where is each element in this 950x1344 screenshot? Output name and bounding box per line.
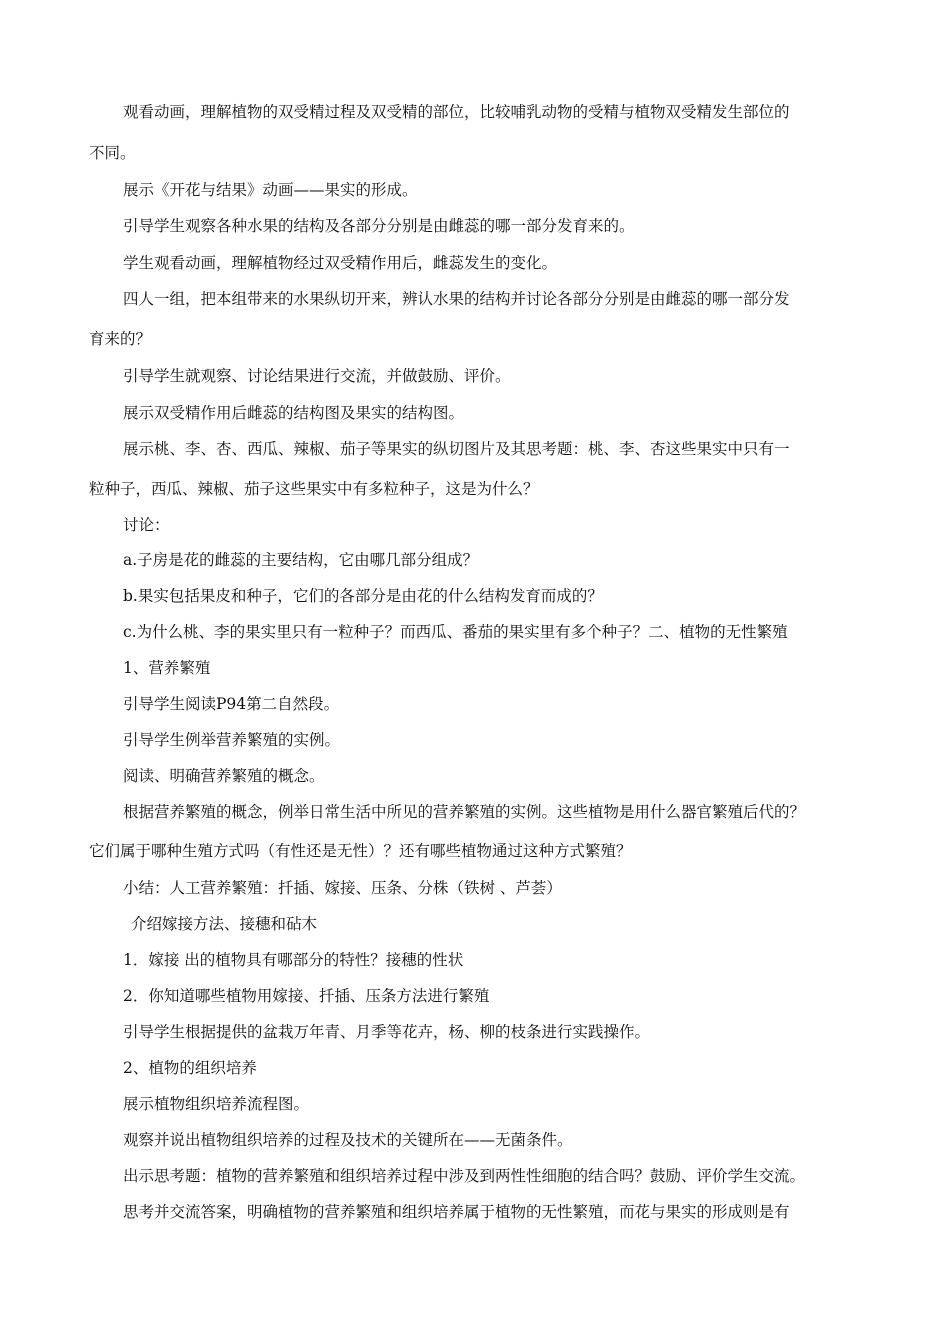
paragraph-line: 观看动画，理解植物的双受精过程及双受精的部位，比较哺乳动物的受精与植物双受精发生部位的 <box>123 103 790 121</box>
paragraph-line: 四人一组，把本组带来的水果纵切开来，辨认水果的结构并讨论各部分分别是由雌蕊的哪一部分发 <box>123 290 790 308</box>
paragraph-line: 讨论： <box>123 516 170 534</box>
paragraph-line: 出示思考题：植物的营养繁殖和组织培养过程中涉及到两性性细胞的结合吗？鼓励、评价学生交流。 <box>123 1167 806 1185</box>
paragraph-line: 育来的？ <box>89 330 152 348</box>
paragraph-line: 粒种子，西瓜、辣椒、茄子这些果实中有多粒种子，这是为什么？ <box>89 480 539 498</box>
paragraph-line: 引导学生根据提供的盆栽万年青、月季等花卉，杨、柳的枝条进行实践操作。 <box>123 1023 651 1041</box>
paragraph-line: 思考并交流答案，明确植物的营养繁殖和组织培养属于植物的无性繁殖，而花与果实的形成则是有 <box>123 1203 790 1221</box>
paragraph-line: 引导学生就观察、讨论结果进行交流，并做鼓励、评价。 <box>123 367 511 385</box>
paragraph-line: a.子房是花的雌蕊的主要结构，它由哪几部分组成？ <box>123 551 479 569</box>
paragraph-line: 展示双受精作用后雌蕊的结构图及果实的结构图。 <box>123 404 465 422</box>
list-item: 2．你知道哪些植物用嫁接、扦插、压条方法进行繁殖 <box>123 987 490 1005</box>
paragraph-line: 引导学生阅读P94第二自然段。 <box>123 695 340 713</box>
paragraph-line: 它们属于哪种生殖方式吗（有性还是无性）？还有哪些植物通过这种方式繁殖？ <box>89 842 632 860</box>
paragraph-line: 观察并说出植物组织培养的过程及技术的关键所在——无菌条件。 <box>123 1131 573 1149</box>
paragraph-line: 引导学生例举营养繁殖的实例。 <box>123 731 341 749</box>
paragraph-line: 介绍嫁接方法、接穗和砧木 <box>131 915 318 933</box>
paragraph-line: 引导学生观察各种水果的结构及各部分分别是由雌蕊的哪一部分发育来的。 <box>123 217 635 235</box>
list-item: 1．嫁接 出的植物具有哪部分的特性？接穗的性状 <box>123 951 464 969</box>
paragraph-line: 展示《开花与结果》动画——果实的形成。 <box>123 181 418 199</box>
paragraph-line: 阅读、明确营养繁殖的概念。 <box>123 767 325 785</box>
paragraph-line: 根据营养繁殖的概念，例举日常生活中所见的营养繁殖的实例。这些植物是用什么器官繁殖后代的？ <box>123 803 806 821</box>
paragraph-line: 展示桃、李、杏、西瓜、辣椒、茄子等果实的纵切图片及其思考题：桃、李、杏这些果实中只有一 <box>123 440 790 458</box>
paragraph-line: 不同。 <box>89 144 136 162</box>
paragraph-line: 小结：人工营养繁殖：扦插、嫁接、压条、分株（铁树 、芦荟） <box>123 879 562 897</box>
section-heading: 2、植物的组织培养 <box>123 1059 257 1077</box>
section-heading: 1、营养繁殖 <box>123 659 211 677</box>
paragraph-line: b.果实包括果皮和种子，它们的各部分是由花的什么结构发育而成的？ <box>123 587 603 605</box>
paragraph-line: 学生观看动画，理解植物经过双受精作用后，雌蕊发生的变化。 <box>123 254 558 272</box>
paragraph-line: 展示植物组织培养流程图。 <box>123 1095 310 1113</box>
paragraph-line: c.为什么桃、李的果实里只有一粒种子？而西瓜、番茄的果实里有多个种子？二、植物的无性繁殖 <box>123 623 788 641</box>
